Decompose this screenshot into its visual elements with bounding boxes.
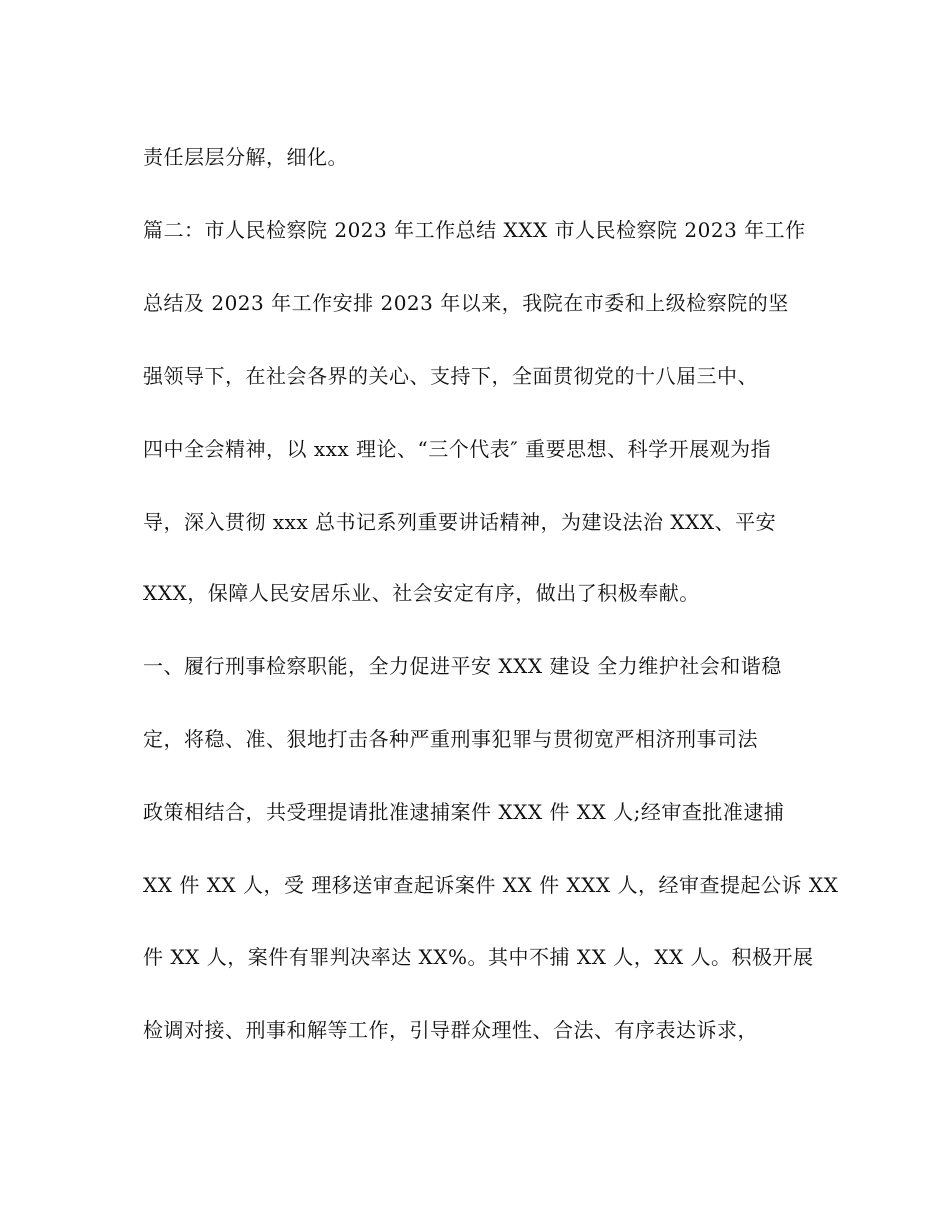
text-line: 政策相结合，共受理提请批准逮捕案件 XXX 件 XX 人;经审查批准逮捕 <box>143 800 785 824</box>
text-line: 件 XX 人，案件有罪判决率达 XX%。其中不捕 XX 人，XX 人。积极开展 <box>143 945 814 969</box>
text-line: 强领导下，在社会各界的关心、支持下，全面贯彻党的十八届三中、 <box>143 364 758 388</box>
text-line: 总结及 2023 年工作安排 2023 年以来，我院在市委和上级检察院的坚 <box>143 291 789 315</box>
text-line: 导，深入贯彻 xxx 总书记系列重要讲话精神，为建设法治 XXX、平安 <box>143 510 777 534</box>
text-line: 篇二：市人民检察院 2023 年工作总结 XXX 市人民检察院 2023 年工作 <box>143 218 806 242</box>
text-line: 责任层层分解，细化。 <box>143 145 348 169</box>
text-line: XXX，保障人民安居乐业、社会安定有序，做出了积极奉献。 <box>143 581 700 605</box>
text-line: XX 件 XX 人，受 理移送审查起诉案件 XX 件 XXX 人，经审查提起公诉 XX <box>143 873 839 897</box>
text-line: 定，将稳、准、狠地打击各种严重刑事犯罪与贯彻宽严相济刑事司法 <box>143 727 758 751</box>
text-line: 一、履行刑事检察职能，全力促进平安 XXX 建设 全力维护社会和谐稳 <box>143 654 782 678</box>
text-line: 四中全会精神，以 xxx 理论、“三个代表″ 重要思想、科学开展观为指 <box>143 437 772 461</box>
text-line: 检调对接、刑事和解等工作，引导群众理性、合法、有序表达诉求， <box>143 1018 758 1042</box>
